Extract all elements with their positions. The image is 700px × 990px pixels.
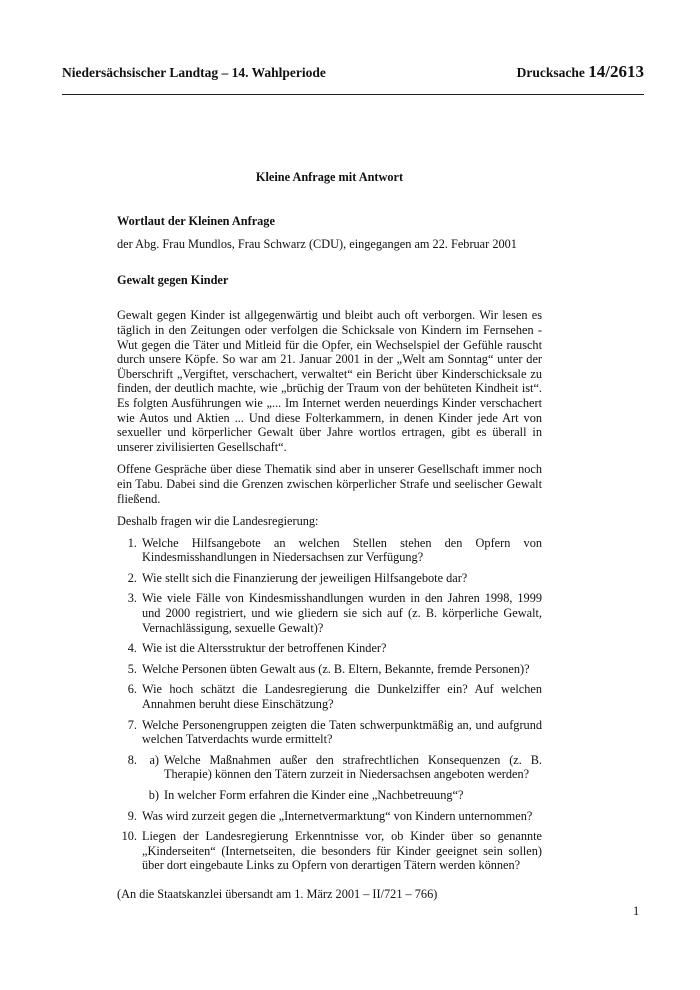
document-type-title: Kleine Anfrage mit Antwort: [255, 170, 404, 184]
question-item: [117, 718, 542, 747]
question-list: [117, 536, 542, 873]
question-item: [117, 829, 542, 873]
subquestion-label: b): [148, 788, 159, 802]
subquestion-label: a): [149, 752, 159, 767]
subquestion-text: In welcher Form erfahren die Kinder eine „Nachbetreuung“?: [164, 788, 464, 802]
question-text: Welche Personen übten Gewalt aus (z. B. Eltern, Bekannte, fremde Personen)?: [142, 661, 530, 676]
question-item: [117, 682, 542, 711]
question-item: [117, 536, 542, 565]
question-number: 8.: [127, 752, 137, 767]
document-number: [517, 62, 644, 82]
question-8a: [142, 753, 542, 782]
closing-note: (An die Staatskanzlei übersandt am 1. März 2001 – II/721 – 766): [117, 886, 438, 901]
question-text: Welche Hilfsangebote an welchen Stellen stehen den Opfern von Kindesmisshandlungen in Niedersachsen zur Verfügung?: [142, 535, 542, 565]
question-item: [117, 591, 542, 635]
question-text: Liegen der Landesregierung Erkenntnisse vor, ob Kinder über so genannte „Kinderseiten“ (Internetseiten, die besonders für Kinder geeignet sein sollen) über dort eingebaute Links zu Opfern von derartigen Tätern werden können?: [142, 829, 542, 873]
intro-paragraph: Gewalt gegen Kinder ist allgegenwärtig und bleibt auch oft verborgen. Wir lesen es täglich in den Zeitungen oder verfolgen die Schicksale von Kindern im Fernsehen - Wut gegen die Täter und Mitleid für die Opfer, ein Wechselspiel der Gefühle rauscht durch unsere Köpfe. So war am 21. Januar 2001 in der „Welt am Sonntag“ unter der Überschrift „Vergiftet, verschachert, verwaltet“ ein Bericht über Kinderschicksale zu finden, der deutlich machte, wie „brüchig der Traum von der behüteten Kindheit ist“. Es folgten Ausführungen wie „... Im Internet werden neuerdings Kinder verschachert wie Autos und Aktien ... Und diese Folterkammern, in denen Kinder jede Art von sexueller und körperlicher Gewalt über Jahre wortlos ertragen, gibt es überall in unserer zivilisierten Gesellschaft“.: [117, 308, 542, 454]
question-number: 5.: [127, 661, 137, 676]
question-intro: Deshalb fragen wir die Landesregierung:: [117, 514, 319, 529]
parliament-label: Niedersächsischer Landtag – 14. Wahlperiode: [62, 65, 326, 80]
question-number: 3.: [127, 591, 137, 606]
section-heading: Wortlaut der Kleinen Anfrage: [117, 213, 275, 228]
drucksache-label: Drucksache: [516, 65, 585, 80]
question-number: 9.: [127, 808, 137, 823]
question-8-parts: [142, 753, 542, 803]
question-text: Wie stellt sich die Finanzierung der jeweiligen Hilfsangebote dar?: [142, 570, 468, 585]
question-number: 4.: [127, 641, 137, 656]
document-body: [117, 170, 542, 902]
question-item: [117, 662, 542, 677]
question-number: 1.: [127, 535, 137, 550]
question-number: 10.: [121, 829, 137, 844]
question-item: [117, 641, 542, 656]
question-item: [117, 809, 542, 824]
question-number: 2.: [127, 570, 137, 585]
question-8b: [142, 788, 542, 803]
topic-title: Gewalt gegen Kinder: [117, 272, 229, 287]
question-text: Was wird zurzeit gegen die „Internetvermarktung“ von Kindern unternommen?: [142, 808, 533, 823]
question-number: 7.: [127, 717, 137, 732]
question-text: Welche Personengruppen zeigten die Taten schwerpunktmäßig an, und aufgrund welchen Tatverdachts wurde ermittelt?: [142, 717, 542, 747]
question-text: Wie ist die Altersstruktur der betroffenen Kinder?: [142, 641, 387, 656]
taboo-paragraph: Offene Gespräche über diese Thematik sind aber in unserer Gesellschaft immer noch ein Tabu. Dabei sind die Grenzen zwischen körperlicher Strafe und seelischer Gewalt fließend.: [117, 462, 542, 506]
submitter-line: der Abg. Frau Mundlos, Frau Schwarz (CDU), eingegangen am 22. Februar 2001: [117, 237, 517, 252]
question-number: 6.: [127, 682, 137, 697]
document-header: [62, 62, 644, 95]
subquestion-text: Welche Maßnahmen außer den strafrechtlichen Konsequenzen (z. B. Therapie) können den Tätern zurzeit in Niedersachsen angeboten werden?: [164, 752, 542, 782]
question-item: [117, 571, 542, 586]
question-text: Wie hoch schätzt die Landesregierung die Dunkelziffer ein? Auf welchen Annahmen beruht diese Einschätzung?: [142, 682, 542, 712]
page-number: 1: [633, 904, 640, 918]
question-text: Wie viele Fälle von Kindesmisshandlungen wurden in den Jahren 1998, 1999 und 2000 registriert, und wie gliedern sie sich auf (z. B. körperliche Gewalt, Vernachlässigung, sexuelle Gewalt)?: [142, 591, 542, 635]
question-item-8: [117, 753, 542, 803]
drucksache-number: 14/2613: [588, 62, 644, 81]
